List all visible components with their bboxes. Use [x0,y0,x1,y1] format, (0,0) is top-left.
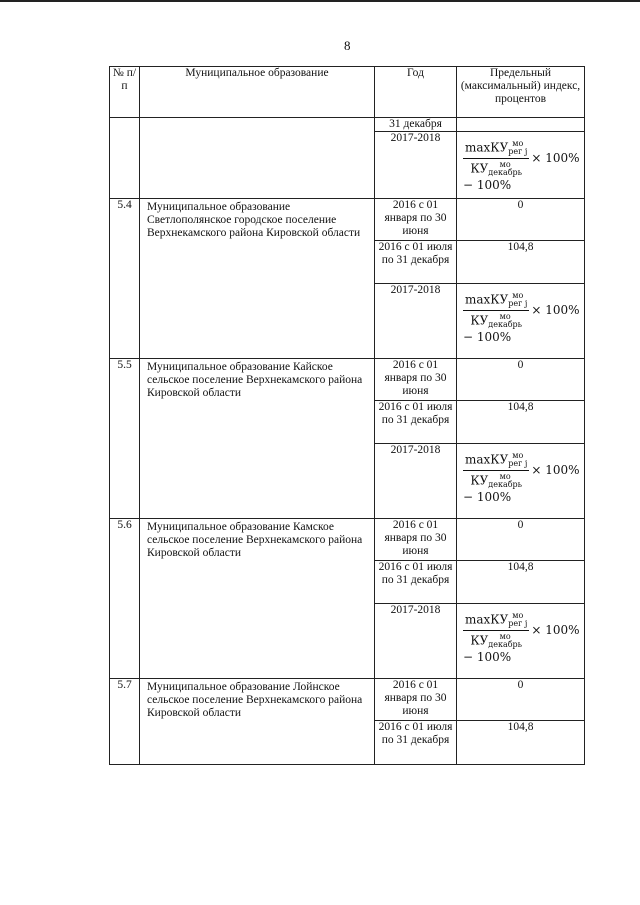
table-row [110,359,585,401]
table-row [110,199,585,241]
period-cell: 2016 с 01 июля по 31 декабря [375,561,457,604]
period-cell: 2016 с 01 января по 30 июня [375,679,457,721]
row-number: 5.6 [110,519,140,679]
municipality-name: Муниципальное образование Кайское сельское поселение Верхнекамского района Кировской области [140,359,375,519]
index-value: 0 [457,359,585,401]
municipality-name: Муниципальное образование Лойнское сельское поселение Верхнекамского района Кировской области [140,679,375,765]
header-index: Предельный (максимальный) индекс, процентов [457,67,585,118]
index-value: 104,8 [457,401,585,444]
index-value: 104,8 [457,561,585,604]
period-cell: 2016 с 01 января по 30 июня [375,519,457,561]
period-cell: 2016 с 01 июля по 31 декабря [375,721,457,765]
row-number: 5.4 [110,199,140,359]
row-number: 5.7 [110,679,140,765]
header-name: Муниципальное образование [140,67,375,118]
index-formula: maxКУ мо рег j КУ мо декабрь × 100% − 100% [457,604,585,679]
cont-num-cell [110,118,140,199]
period-cell: 2016 с 01 января по 30 июня [375,359,457,401]
scan-top-border [0,0,640,2]
index-formula: maxКУ мо рег j КУ мо декабрь × 100% − 100% [457,444,585,519]
municipality-name: Муниципальное образование Светлополянское городское поселение Верхнекамского района Кировской области [140,199,375,359]
formula-fraction: maxКУ мо рег j КУ мо декабрь [465,139,528,177]
period-cell: 2017-2018 [375,604,457,679]
cont-year-cell: 2017-2018 [375,132,457,199]
index-formula: maxКУ мо рег j КУ мо декабрь × 100% − 100% [457,132,585,199]
period-cell: 2016 с 01 января по 30 июня [375,199,457,241]
table-row [110,519,585,561]
period-cell: 2016 с 01 июля по 31 декабря [375,401,457,444]
index-value: 104,8 [457,241,585,284]
table-row [110,118,585,132]
period-cell: 2017-2018 [375,284,457,359]
municipality-name: Муниципальное образование Камское сельское поселение Верхнекамского района Кировской области [140,519,375,679]
cont-name-cell [140,118,375,199]
header-num: № п/п [110,67,140,118]
period-cell: 2017-2018 [375,444,457,519]
index-formula: maxКУ мо рег j КУ мо декабрь × 100% − 100% [457,284,585,359]
index-value: 0 [457,199,585,241]
row-number: 5.5 [110,359,140,519]
index-value: 0 [457,519,585,561]
page-number: 8 [344,38,351,53]
index-value: 104,8 [457,721,585,765]
table-header-row [110,67,585,118]
period-cell: 2016 с 01 июля по 31 декабря [375,241,457,284]
cont-index-cell [457,118,585,132]
index-table [109,66,585,765]
cont-year-cell: 31 декабря [375,118,457,132]
table-row [110,679,585,721]
header-year: Год [375,67,457,118]
index-value: 0 [457,679,585,721]
